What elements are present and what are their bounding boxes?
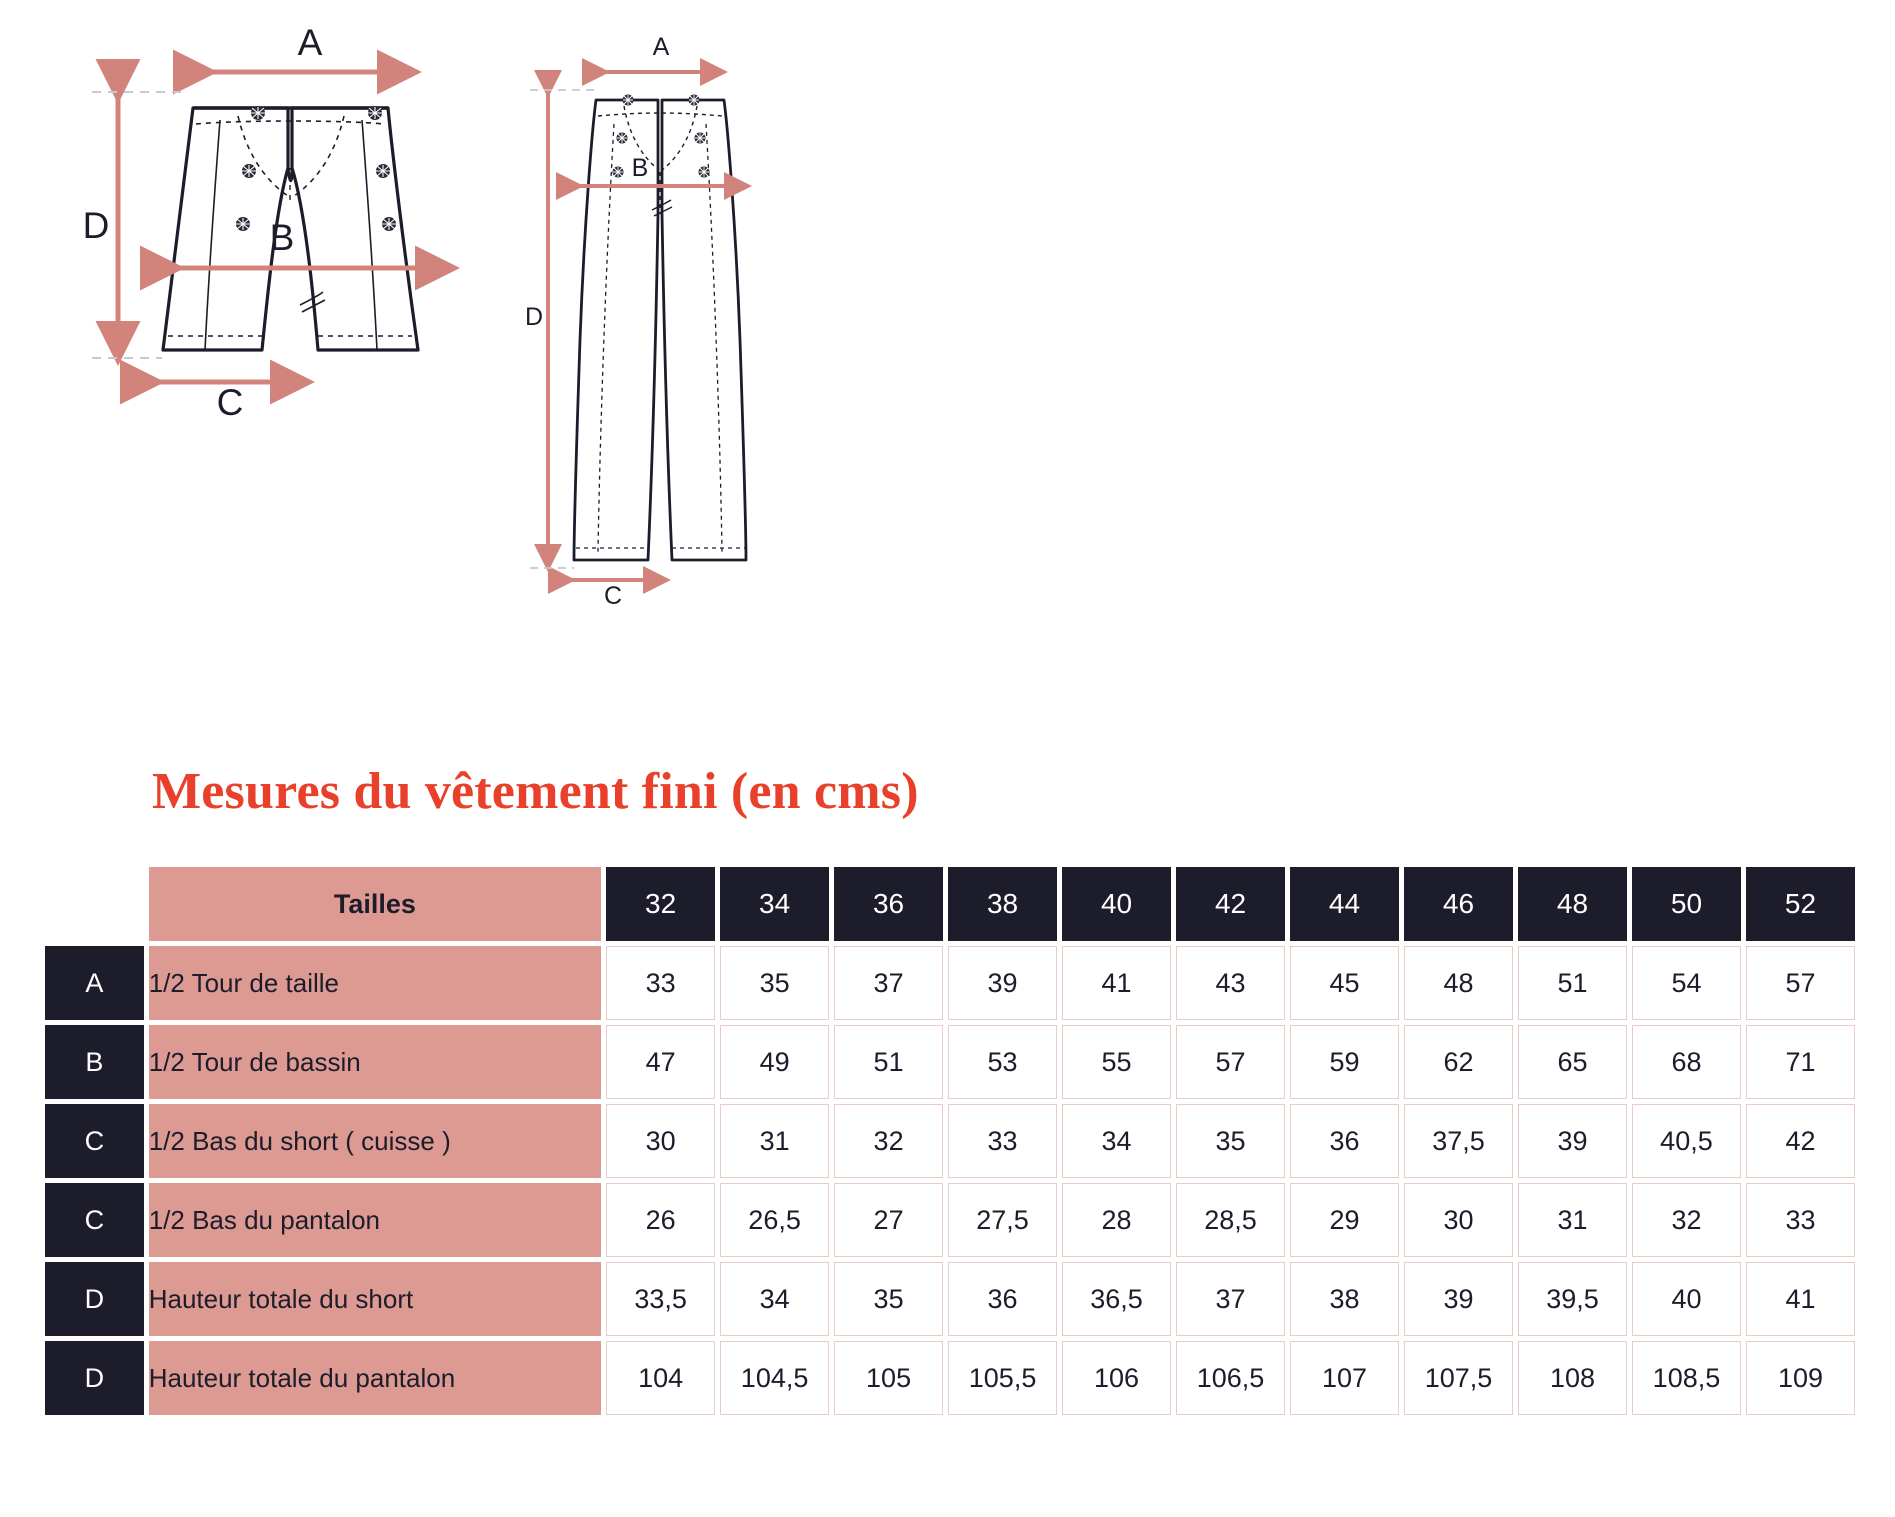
measurement-cell: 55 xyxy=(1062,1025,1171,1099)
measurement-cell: 37 xyxy=(834,946,943,1020)
measurement-cell: 31 xyxy=(1518,1183,1627,1257)
measurement-cell: 40,5 xyxy=(1632,1104,1741,1178)
measurement-cell: 39 xyxy=(1404,1262,1513,1336)
trousers-label-c: C xyxy=(603,582,623,610)
row-letter: D xyxy=(45,1341,144,1415)
measurement-cell: 109 xyxy=(1746,1341,1855,1415)
measurement-cell: 33 xyxy=(1746,1183,1855,1257)
table-row xyxy=(45,1341,1855,1415)
measurement-cell: 42 xyxy=(1746,1104,1855,1178)
measurement-cell: 105 xyxy=(834,1341,943,1415)
measurement-cell: 41 xyxy=(1746,1262,1855,1336)
table-row xyxy=(45,1262,1855,1336)
shorts-label-a: A xyxy=(297,22,323,63)
measurement-cell: 37,5 xyxy=(1404,1104,1513,1178)
measurement-cell: 26,5 xyxy=(720,1183,829,1257)
measurement-cell: 107,5 xyxy=(1404,1341,1513,1415)
measurement-cell: 45 xyxy=(1290,946,1399,1020)
measurement-cell: 33 xyxy=(948,1104,1057,1178)
measurement-cell: 48 xyxy=(1404,946,1513,1020)
header-size-38: 38 xyxy=(948,867,1057,941)
trousers-illustration xyxy=(525,33,746,610)
header-size-40: 40 xyxy=(1062,867,1171,941)
measurement-cell: 38 xyxy=(1290,1262,1399,1336)
measurement-cell: 27,5 xyxy=(948,1183,1057,1257)
measurement-cell: 39,5 xyxy=(1518,1262,1627,1336)
row-label: 1/2 Bas du pantalon xyxy=(149,1183,601,1257)
measurement-cell: 105,5 xyxy=(948,1341,1057,1415)
shorts-label-b: B xyxy=(269,217,295,258)
shorts-label-d: D xyxy=(82,205,110,246)
row-label: 1/2 Bas du short ( cuisse ) xyxy=(149,1104,601,1178)
row-label: Hauteur totale du short xyxy=(149,1262,601,1336)
measurement-cell: 108,5 xyxy=(1632,1341,1741,1415)
measurement-cell: 28,5 xyxy=(1176,1183,1285,1257)
measurement-cell: 47 xyxy=(606,1025,715,1099)
row-letter: A xyxy=(45,946,144,1020)
trousers-label-b: B xyxy=(631,154,649,182)
trousers-label-a: A xyxy=(652,33,670,61)
header-size-42: 42 xyxy=(1176,867,1285,941)
row-label: Hauteur totale du pantalon xyxy=(149,1341,601,1415)
header-size-36: 36 xyxy=(834,867,943,941)
measurement-cell: 71 xyxy=(1746,1025,1855,1099)
row-letter: C xyxy=(45,1183,144,1257)
measurement-cell: 30 xyxy=(606,1104,715,1178)
measurement-cell: 27 xyxy=(834,1183,943,1257)
table-row xyxy=(45,1104,1855,1178)
measurements-table-wrapper xyxy=(40,862,1860,1420)
table-row xyxy=(45,1025,1855,1099)
row-label: 1/2 Tour de taille xyxy=(149,946,601,1020)
measurement-cell: 68 xyxy=(1632,1025,1741,1099)
measurement-cell: 57 xyxy=(1746,946,1855,1020)
header-size-32: 32 xyxy=(606,867,715,941)
measurement-cell: 39 xyxy=(1518,1104,1627,1178)
measurement-cell: 36 xyxy=(948,1262,1057,1336)
measurement-cell: 59 xyxy=(1290,1025,1399,1099)
measurement-cell: 26 xyxy=(606,1183,715,1257)
measurements-table xyxy=(40,862,1860,1420)
header-size-52: 52 xyxy=(1746,867,1855,941)
header-size-44: 44 xyxy=(1290,867,1399,941)
measurement-cell: 35 xyxy=(1176,1104,1285,1178)
table-header-row xyxy=(45,867,1855,941)
measurement-cell: 31 xyxy=(720,1104,829,1178)
measurement-cell: 106 xyxy=(1062,1341,1171,1415)
shorts-illustration xyxy=(83,22,450,423)
measurement-cell: 35 xyxy=(720,946,829,1020)
measurement-cell: 65 xyxy=(1518,1025,1627,1099)
measurement-cell: 49 xyxy=(720,1025,829,1099)
measurement-cell: 57 xyxy=(1176,1025,1285,1099)
measurement-cell: 104,5 xyxy=(720,1341,829,1415)
header-size-48: 48 xyxy=(1518,867,1627,941)
measurement-cell: 104 xyxy=(606,1341,715,1415)
measurement-cell: 32 xyxy=(1632,1183,1741,1257)
measurement-cell: 28 xyxy=(1062,1183,1171,1257)
measurement-cell: 53 xyxy=(948,1025,1057,1099)
row-letter: B xyxy=(45,1025,144,1099)
table-row xyxy=(45,946,1855,1020)
measurement-cell: 29 xyxy=(1290,1183,1399,1257)
row-letter: C xyxy=(45,1104,144,1178)
measurement-cell: 36,5 xyxy=(1062,1262,1171,1336)
measurement-cell: 62 xyxy=(1404,1025,1513,1099)
row-label: 1/2 Tour de bassin xyxy=(149,1025,601,1099)
measurement-cell: 51 xyxy=(1518,946,1627,1020)
measurement-cell: 41 xyxy=(1062,946,1171,1020)
measurement-cell: 34 xyxy=(720,1262,829,1336)
measurement-cell: 34 xyxy=(1062,1104,1171,1178)
shorts-label-c: C xyxy=(216,382,244,423)
measurement-cell: 39 xyxy=(948,946,1057,1020)
measurement-cell: 33,5 xyxy=(606,1262,715,1336)
page-title: Mesures du vêtement fini (en cms) xyxy=(152,763,919,820)
measurement-cell: 36 xyxy=(1290,1104,1399,1178)
header-size-50: 50 xyxy=(1632,867,1741,941)
header-tailles-label: Tailles xyxy=(149,867,601,941)
row-letter: D xyxy=(45,1262,144,1336)
header-size-46: 46 xyxy=(1404,867,1513,941)
trousers-label-d: D xyxy=(524,303,544,331)
header-size-34: 34 xyxy=(720,867,829,941)
header-corner-cell xyxy=(45,867,144,941)
measurement-cell: 35 xyxy=(834,1262,943,1336)
measurement-cell: 51 xyxy=(834,1025,943,1099)
measurement-cell: 43 xyxy=(1176,946,1285,1020)
measurement-cell: 33 xyxy=(606,946,715,1020)
measurement-cell: 40 xyxy=(1632,1262,1741,1336)
measurement-cell: 30 xyxy=(1404,1183,1513,1257)
measurement-cell: 107 xyxy=(1290,1341,1399,1415)
measurement-cell: 37 xyxy=(1176,1262,1285,1336)
measurement-cell: 108 xyxy=(1518,1341,1627,1415)
measurement-cell: 32 xyxy=(834,1104,943,1178)
measurement-cell: 106,5 xyxy=(1176,1341,1285,1415)
table-row xyxy=(45,1183,1855,1257)
measurement-cell: 54 xyxy=(1632,946,1741,1020)
